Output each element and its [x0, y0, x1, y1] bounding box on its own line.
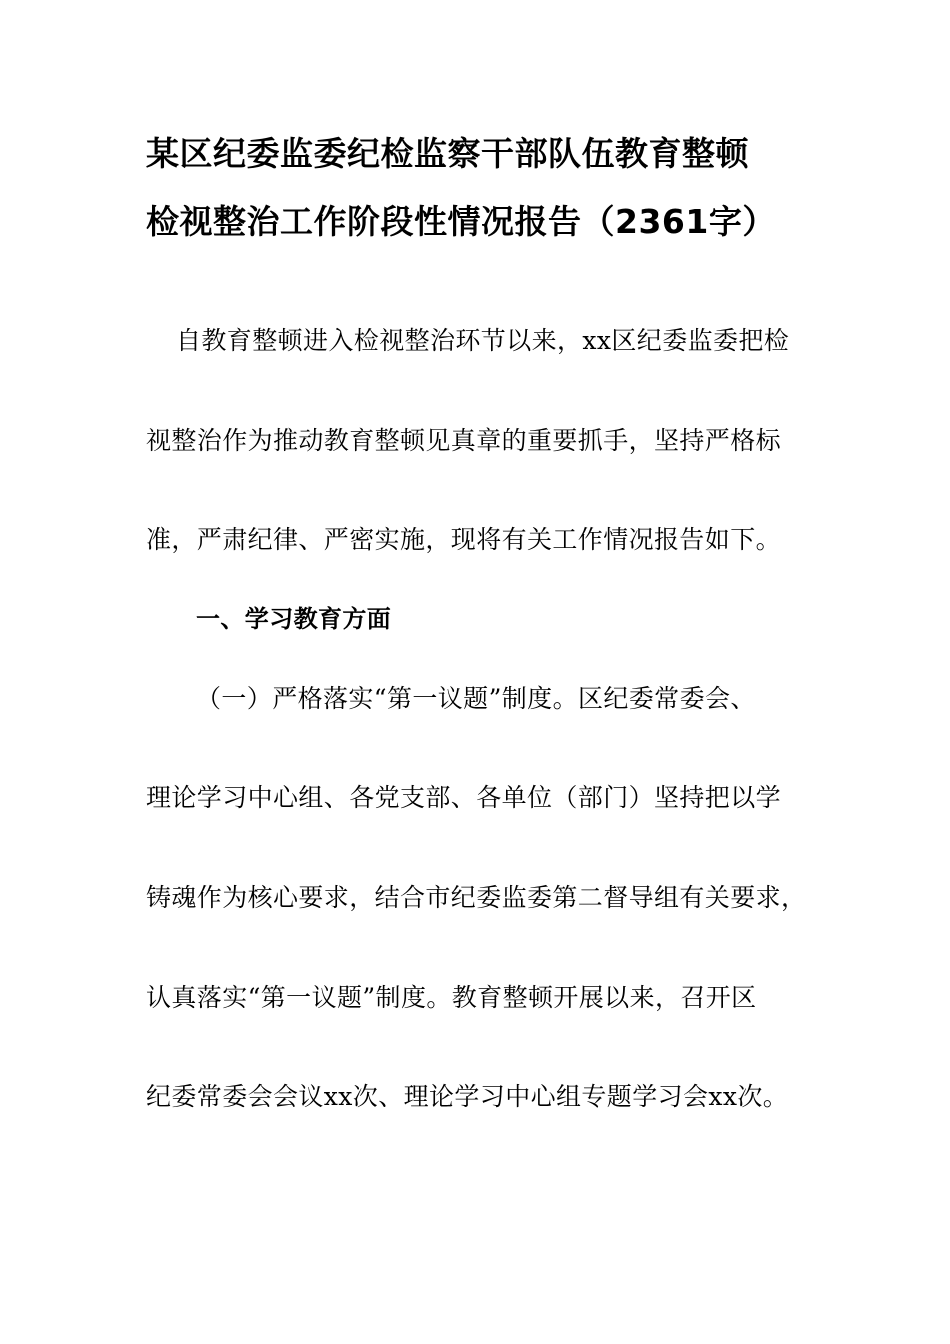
subsection-line-4: 认真落实“第一议题”制度。教育整顿开展以来，召开区 — [146, 983, 757, 1012]
subsection-line-5: 纪委常委会会议xx次、理论学习中心组专题学习会xx次。 — [146, 1082, 789, 1111]
subsection-line-3: 铸魂作为核心要求，结合市纪委监委第二督导组有关要求， — [146, 883, 807, 912]
intro-line-3: 准，严肃纪律、严密实施，现将有关工作情况报告如下。 — [146, 525, 782, 554]
subsection-line-2: 理论学习中心组、各党支部、各单位（部门）坚持把以学 — [146, 783, 782, 812]
subsection-line-1: （一）严格落实“第一议题”制度。区纪委常委会、 — [196, 684, 756, 713]
intro-line-1: 自教育整顿进入检视整治环节以来，xx区纪委监委把检 — [176, 326, 790, 355]
document-title-line-2: 检视整治工作阶段性情况报告（2361字） — [146, 202, 776, 241]
intro-line-2: 视整治作为推动教育整顿见真章的重要抓手，坚持严格标 — [146, 426, 782, 455]
document-title-line-1: 某区纪委监委纪检监察干部队伍教育整顿 — [146, 134, 749, 173]
section-heading: 一、学习教育方面 — [196, 605, 392, 633]
